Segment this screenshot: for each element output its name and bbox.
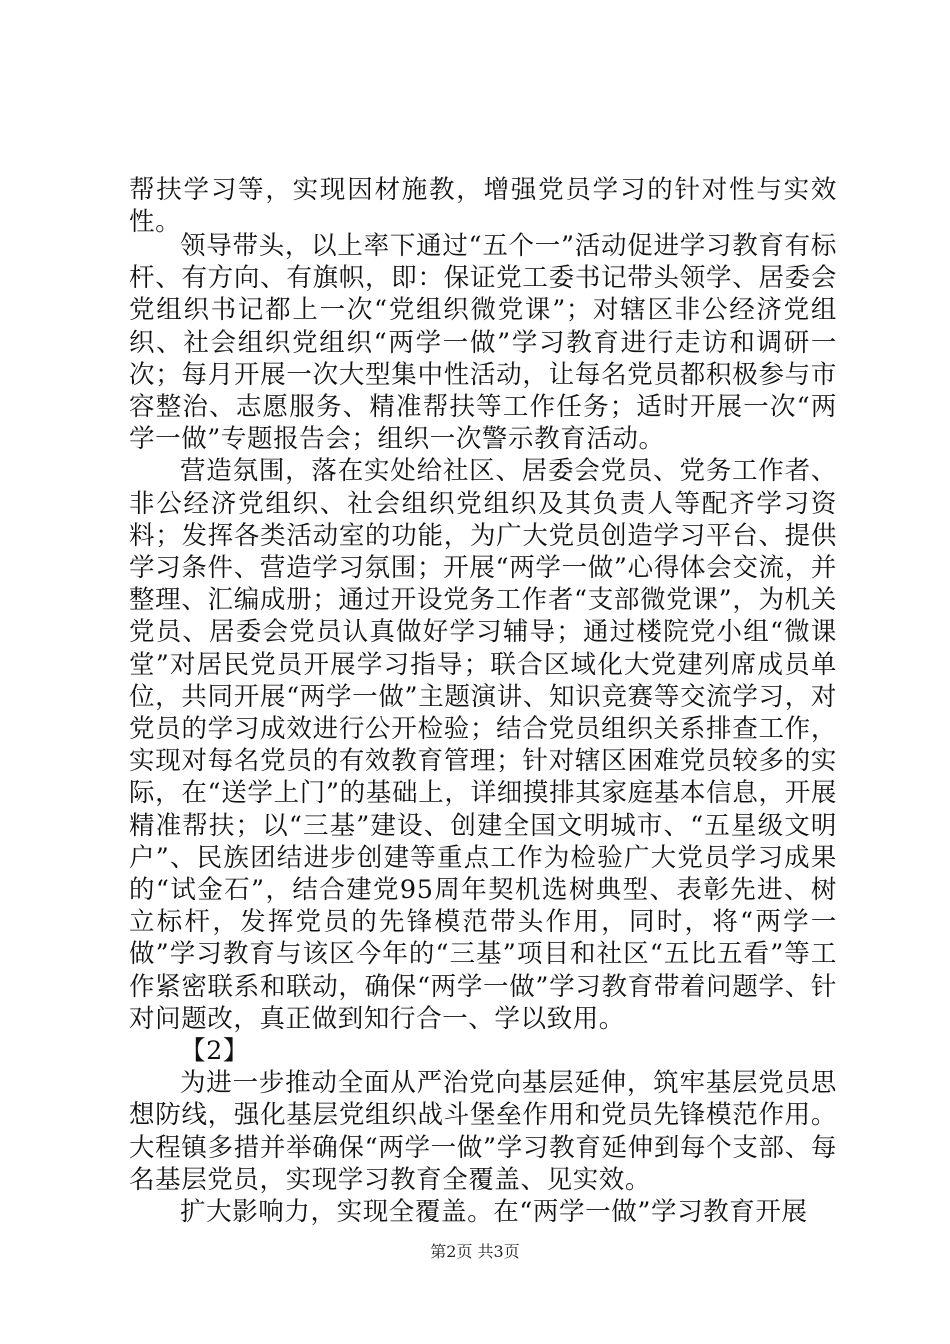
continued-line: 帮扶学习等，实现因材施教，增强党员学习的针对性与实效性。 [129,175,837,238]
page-footer: 第2页 共3页 [430,1242,520,1261]
paragraph-leaders: 领导带头，以上率下通过“五个一”活动促进学习教育有标杆、有方向、有旗帜，即：保证党工委书记带头领学、居委会党组织书记都上一次“党组织微党课”；对辖区非公经济党组织、社会组织党组织“两学一做”学习教育进行走访和调研一次；每月开展一次大型集中性活动，让每名党员都积极参与市容整治、志愿服务、精准帮扶等工作任务；适时开展一次“两学一做”专题报告会；组织一次警示教育活动。 [129,231,837,455]
section-marker: 【2】 [180,1036,250,1067]
paragraph-intro: 为进一步推动全面从严治党向基层延伸，筑牢基层党员思想防线，强化基层党组织战斗堡垒作用和党员先锋模范作用。大程镇多措并举确保“两学一做”学习教育延伸到每个支部、每名基层党员，实现学习教育全覆盖、见实效。 [129,1068,837,1195]
document-body [129,230,837,1228]
paragraph-atmosphere: 营造氛围，落在实处给社区、居委会党员、党务工作者、非公经济党组织、社会组织党组织及其负责人等配齐学习资料；发挥各类活动室的功能，为广大党员创造学习平台、提供学习条件、营造学习氛围；开展“两学一做”心得体会交流，并整理、汇编成册；通过开设党务工作者“支部微党课”，为机关党员、居委会党员认真做好学习辅导；通过楼院党小组“微课堂”对居民党员开展学习指导；联合区域化大党建列席成员单位，共同开展“两学一做”主题演讲、知识竞赛等交流学习，对党员的学习成效进行公开检验；结合党员组织关系排查工作，实现对每名党员的有效教育管理；针对辖区困难党员较多的实际，在“送学上门”的基础上，详细摸排其家庭基本信息，开展精准帮扶；以“三基”建设、创建全国文明城市、“五星级文明户”、民族团结进步创建等重点工作为检验广大党员学习成果的“试金石”，结合建党95周年契机选树典型、表彰先进、树立标杆，发挥党员的先锋模范带头作用，同时，将“两学一做”学习教育与该区今年的“三基”项目和社区“五比五看”等工作紧密联系和联动，确保“两学一做”学习教育带着问题学、针对问题改，真正做到知行合一、学以致用。 [129,456,837,1034]
document-top-text [129,174,837,238]
paragraph-coverage: 扩大影响力，实现全覆盖。在“两学一做”学习教育开展 [180,1197,808,1228]
